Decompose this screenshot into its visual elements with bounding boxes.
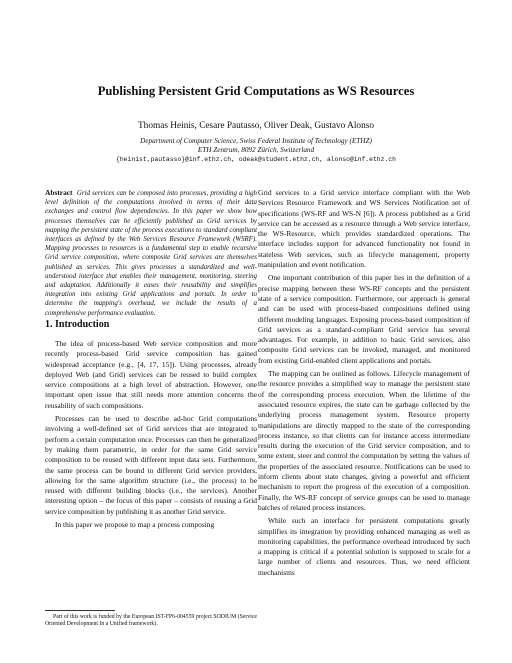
abstract-label: Abstract bbox=[45, 188, 73, 197]
affiliation-address: ETH Zentrum, 8092 Zürich, Switzerland bbox=[197, 146, 315, 154]
intro-paragraph: The idea of process-based Web service composition and more recently process-based Grid service composition has gained widespread acceptance (e.g., [4, 17, 15]). Using processes, already deployed Web (and Grid) services can be reused to build complex service compositions at a high level of abstraction. However, one important open issue that still needs more attention concerns the reusability of such compositions. bbox=[45, 339, 257, 410]
section-heading-introduction: 1. Introduction bbox=[45, 319, 110, 330]
body-paragraph: Grid services to a Grid service interface compliant with the Web Services Resource Framework and WS Services Notification set of specifications (WS-RF and WS-N [6]). A process published as a Grid service can be accessed as a resource through a Web service interface, the WS-Resource, which provides standardized operations. The interface includes support for advanced functionality not found in stateless Web services, such as lifecycle management, property manipulation and event notification. bbox=[258, 188, 470, 270]
abstract-text: Grid services can be composed into processes, providing a high level definition of the computations involved in terms of their data exchanges and control flow dependencies. In this paper we show how processes themselves can be efficiently published as Grid services by mapping the persistent state of the process executions to standard compliant interfaces as defined by the Web Services Resource Framework (WSRF). Mapping processes to resources is a fundamental step to enable recursive Grid service composition, where composite Grid services are themselves published as services. This gives processes a standardized and well-understood interface that enables their management, monitoring, steering and adaptation. Additionally it eases their reusability and simplifies integration into existing Grid applications and portals. In order to determine the mapping's overhead, we include the results of a comprehensive performance evaluation. bbox=[45, 190, 257, 317]
body-paragraph: While such an interface for persistent computations greatly simplifies its integration by providing enhanced managing as well as monitoring capabilities, the performance overhead introduced by such a mapping is critical if a potential solution is supposed to scale for a large number of clients and resources. Thus, we need efficient mechanisms bbox=[258, 516, 470, 577]
right-column-body bbox=[258, 188, 470, 581]
intro-paragraph: Processes can be used to describe ad-hoc Grid computations involving a well-defined set of Grid services that are integrated to perform a certain computation once. Processes can then be generalized by making them parametric, in order for the same Grid service composition to be reused with different input data sets. Furthermore, the same process can be bound to different Grid service providers, allowing for the same algorithm structure (i.e., the process) to be reused with different building blocks (i.e., the services). Another interesting option – the focus of this paper – consists of reusing a Grid service composition by publishing it as another Grid service. bbox=[45, 414, 257, 516]
intro-paragraph: In this paper we propose to map a process composing bbox=[55, 520, 215, 530]
affiliation-department: Department of Computer Science, Swiss Federal Institute of Technology (ETHZ) bbox=[140, 137, 372, 145]
author-emails: {heinist,pautasso}@inf.ethz.ch, odeak@student.ethz.ch, alonso@inf.ethz.ch bbox=[116, 156, 396, 163]
footnote-rule bbox=[45, 610, 115, 611]
abstract bbox=[45, 188, 257, 318]
body-paragraph: The mapping can be outlined as follows. Lifecycle management of the resource provides a simplified way to manage the persistent state of the corresponding process execution. When the lifetime of the associated resource expires, the state can be garbage collected by the underlying process management system. Resource property manipulations are directly mapped to the state of the corresponding process instance, so that clients can for instance access intermediate results during the execution of the Grid service composition, and to some extent, steer and control the computation by setting the values of the properties of the associated resource. Notifications can be used to inform clients about state changes, giving a powerful and efficient mechanism to report the progress of the execution of a composition. Finally, the WS-RF concept of service groups can be used to manage batches of related process instances. bbox=[258, 369, 470, 512]
introduction-body bbox=[45, 339, 257, 533]
footnote: Part of this work is funded by the European IST-FP6-004559 project SODIUM (Service Oriented Development In a Unified framework). bbox=[45, 614, 257, 628]
author-list: Thomas Heinis, Cesare Pautasso, Oliver Deak, Gustavo Alonso bbox=[138, 121, 374, 131]
body-paragraph: One important contribution of this paper lies in the definition of a precise mapping between these WS-RF concepts and the persistent state of a service composition. Furthermore, our approach is general and can be used with process-based compositions defined using different modeling languages. Exposing process-based composition of Grid services as a standard-compliant Grid service has several advantages. For example, in addition to basic Grid services, also composite Grid services can be invoked, managed, and monitored from existing Grid-enabled client applications and portals. bbox=[258, 273, 470, 365]
paper-title: Publishing Persistent Grid Computations as WS Resources bbox=[97, 84, 415, 98]
